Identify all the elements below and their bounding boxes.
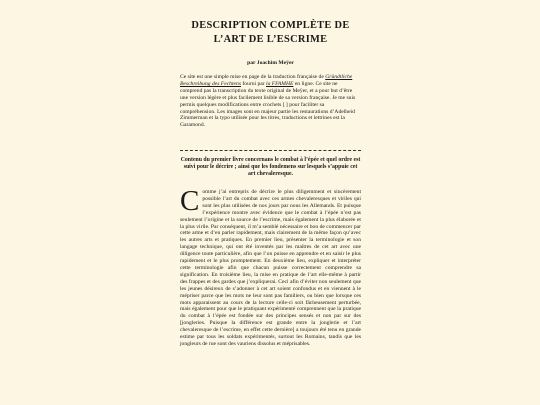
source-link[interactable]: Gründtliche Beschreibung des Fechtens <box>180 74 353 87</box>
body-text <box>180 185 361 348</box>
intro-text-c: en ligne. Ce site ne comprend pas la transcription du texte original de Meÿer, et a pour but d’être une version légère et plus facilement lisible de sa version française. Je me suis permis quelques modifications entre crochets [ ] pour faciliter sa compréhension. Les images sont en majeur partie les restaurations d’Adelheid Zimmerman et la typo utilisée pour les titres, traductions et lettrines est la Garamond. <box>180 80 356 129</box>
intro-paragraph <box>180 74 361 129</box>
chapter-summary: Contenu du premier livre concernans le combat à l’épée et quel ordre est suivi pour le décrire ; ainsi que les fondemens sur lesquels s’appuie cet art chevaleresque. <box>180 157 361 177</box>
intro-text-a: Ce site est une simple mise en page de la traduction française de <box>180 74 326 80</box>
drop-cap: C <box>180 185 200 217</box>
author-line: par Joachim Meÿer <box>247 60 294 66</box>
ffamhe-link[interactable]: la FFAMHE <box>266 80 294 87</box>
dashed-divider <box>180 150 361 151</box>
page-title: DESCRIPTION COMPLÈTE DE L’ART DE L’ESCRIME <box>191 20 350 45</box>
body-paragraph: omme j’ai entrepris de décrire le plus diligemment et sincèrement possible l’art du combat avec ces armes chevaleresques et viriles qui sont les plus utilisées de nos jours par nous les Allemands. Et puisque l’expérience montre avec évidence que le combat à l’épée n’est pas seulement l’origine et la source de l’escrime, mais également la plus élaborée et la plus virile. Par conséquent, il m’a semblé nécessaire et bon de commencer par cette arme et d’en parler rapidement, mais clairement de la même façon qu’avec les autres arts et pratiques. En premier lieu, présenter la terminologie et son langage technique, qui ont été inventés par les maîtres de cet art avec une diligence toute particulière, afin que l’on puisse en apprendre et en saisir le plus rapidement et le plus promptement. En deuxième lieu, expliquer et interpréter cette terminologie afin que chacun puisse correctement comprendre sa signification. En troisième lieu, la mise en pratique de l’art elle-même à partir des frappes et des gardes que j’expliquerai. Ceci afin d’éviter non seulement que les jeunes désireux de s’adonner à cet art soient confondus et en viennent à le mépriser parce que les mots ne leur sont pas familiers, ou bien que lorsque ces mots apparaissent au cours de la lecture celle-ci soit fâcheusement perturbée, mais également pour que le pratiquant expérimenté comprennent que la pratique du combat à l’épée est fondée sur des principes sensés et non par sur des [jongleries. Puisque la différence est grande entre la jonglerie et l’art chevaleresque de l’escrime, en effet cette dernière] a toujours été tenu en grande estime par tous les soldats expérimentés, surtout les Romains, tandis que les jongleurs de rue sont des vauriens dissolus et méprisables. <box>180 189 361 347</box>
intro-text-b: fourni par <box>241 80 267 87</box>
